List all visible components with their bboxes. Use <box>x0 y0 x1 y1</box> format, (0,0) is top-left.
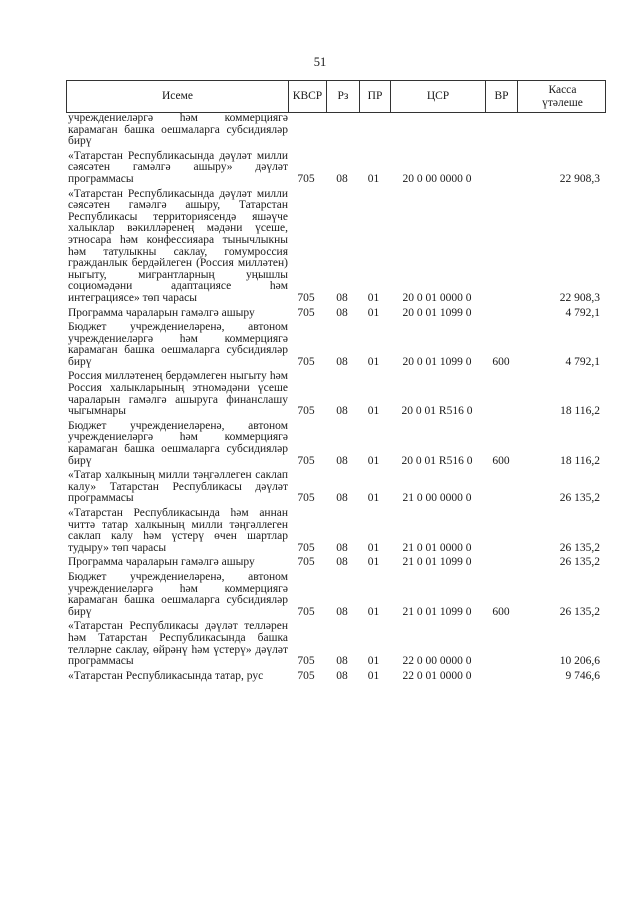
cell-kassa: 22 908,3 <box>559 291 600 304</box>
header-name: Исеме <box>161 90 194 102</box>
row-name: «Татарстан Республикасында дәүләт милли сәясәтен гамәлгә ашыру, Татарстан Республикасы территориясендә яшәүче халыклар вәкилләренең мәдәни үсеше, этносара һәм конфессияара тынычлыкны һәм татулыкны саклау, гомумроссия гражданлык бердәйлеген (Россия милләтен) ныгыту, мигрантларның уңышлы социомәдәни адаптациясе һәм интеграциясе» төп чарасы <box>68 187 288 304</box>
table-header <box>66 80 606 113</box>
cell-csr: 20 0 01 R516 0 <box>401 454 473 467</box>
table-row <box>66 572 606 618</box>
row-cells <box>66 671 606 683</box>
cell-kassa: 18 116,2 <box>560 454 600 467</box>
row-name: «Татарстан Республикасы дәүләт телләрен һәм Татарстан Республикасында башка телләрне саклау, өйрәнү һәм үстерү» дәүләт программасы <box>68 620 288 668</box>
row-name: «Татарстан Республикасында татар, рус <box>68 669 264 682</box>
cell-csr: 21 0 01 1099 0 <box>402 605 472 618</box>
table-row <box>66 322 606 368</box>
table-row <box>66 508 606 554</box>
cell-kassa: 4 792,1 <box>565 306 600 319</box>
cell-rz: 08 <box>336 541 348 554</box>
table-row <box>66 621 606 667</box>
table-row <box>66 189 606 305</box>
table-body <box>66 113 606 685</box>
cell-rz: 08 <box>336 291 348 304</box>
cell-rz: 08 <box>336 172 348 185</box>
cell-kvsr: 705 <box>297 541 315 554</box>
cell-vr: 600 <box>492 605 510 618</box>
row-name: Бюджет учреждениеләренә, автоном учреждениеләргә һәм коммерциягә карамаган башка оешмаларга субсидияләр бирү <box>68 419 288 467</box>
cell-csr: 21 0 01 1099 0 <box>402 556 472 569</box>
page-number: 51 <box>313 55 327 69</box>
row-cells <box>66 493 606 505</box>
cell-kassa: 26 135,2 <box>559 541 600 554</box>
row-cells <box>66 174 606 186</box>
cell-kvsr: 705 <box>297 454 315 467</box>
cell-pr: 01 <box>367 556 380 569</box>
row-cells <box>66 406 606 418</box>
header-vr: ВР <box>485 81 517 112</box>
cell-pr: 01 <box>367 655 380 668</box>
table-row <box>66 671 606 683</box>
row-cells <box>66 136 606 148</box>
cell-rz: 08 <box>336 605 348 618</box>
cell-kassa: 9 746,6 <box>565 669 600 682</box>
row-cells <box>66 293 606 305</box>
cell-rz: 08 <box>336 355 348 368</box>
header-rz: Рз <box>326 81 359 112</box>
row-name: Программа чараларын гамәлгә ашыру <box>68 556 255 569</box>
cell-csr: 21 0 00 0000 0 <box>402 492 472 505</box>
header-pr: ПР <box>359 81 390 112</box>
cell-pr: 01 <box>367 306 380 319</box>
cell-vr: 600 <box>492 355 510 368</box>
row-cells <box>66 357 606 369</box>
cell-pr: 01 <box>367 492 380 505</box>
cell-kvsr: 705 <box>297 405 315 418</box>
row-name: «Татарстан Республикасында дәүләт милли сәясәтен гамәлгә ашыру» дәүләт программасы <box>68 149 288 185</box>
row-name: Программа чараларын гамәлгә ашыру <box>68 306 255 319</box>
table-row <box>66 421 606 467</box>
table-row <box>66 113 606 148</box>
header-kassa <box>517 81 607 112</box>
row-name: «Татарстан Республикасында һәм аннан читтә татар халкының милли тәңгәллеген саклап калу һәм үстерү өчен шартлар тудыру» төп чарасы <box>68 507 288 554</box>
header-kassa-line1: Касса <box>548 83 577 96</box>
cell-rz: 08 <box>336 405 348 418</box>
cell-pr: 01 <box>367 454 380 467</box>
header-kvsr: КВСР <box>288 81 326 112</box>
row-name: Бюджет учреждениеләренә, автоном учреждениеләргә һәм коммерциягә карамаган башка оешмаларга субсидияләр бирү <box>68 570 288 618</box>
cell-vr: 600 <box>492 454 510 467</box>
cell-kvsr: 705 <box>297 556 315 569</box>
cell-pr: 01 <box>367 541 380 554</box>
cell-kassa: 18 116,2 <box>560 405 600 418</box>
table-row <box>66 557 606 569</box>
table-row <box>66 308 606 320</box>
cell-rz: 08 <box>336 306 348 319</box>
cell-rz: 08 <box>336 492 348 505</box>
cell-pr: 01 <box>367 172 380 185</box>
row-name: «Татар халкының милли тәңгәллеген саклап калу» Татарстан Республикасы дәүләт программасы <box>68 469 288 505</box>
cell-csr: 20 0 01 0000 0 <box>402 291 472 304</box>
cell-kvsr: 705 <box>297 172 315 185</box>
table-row <box>66 151 606 186</box>
row-cells <box>66 607 606 619</box>
cell-rz: 08 <box>336 655 348 668</box>
cell-rz: 08 <box>336 454 348 467</box>
cell-kassa: 26 135,2 <box>559 556 600 569</box>
cell-kassa: 26 135,2 <box>559 492 600 505</box>
row-name: учреждениеләргә һәм коммерциягә карамаган башка оешмаларга субсидияләр бирү <box>68 112 288 148</box>
cell-csr: 20 0 00 0000 0 <box>402 172 472 185</box>
cell-pr: 01 <box>367 405 380 418</box>
cell-csr: 20 0 01 R516 0 <box>401 405 473 418</box>
budget-table <box>66 80 606 685</box>
cell-kassa: 10 206,6 <box>559 655 600 668</box>
cell-kvsr: 705 <box>297 655 315 668</box>
cell-csr: 21 0 01 0000 0 <box>402 541 472 554</box>
cell-csr: 22 0 01 0000 0 <box>402 669 472 682</box>
row-cells <box>66 308 606 320</box>
cell-csr: 20 0 01 1099 0 <box>402 355 472 368</box>
cell-kassa: 22 908,3 <box>559 172 600 185</box>
row-cells <box>66 456 606 468</box>
cell-kvsr: 705 <box>297 605 315 618</box>
cell-kvsr: 705 <box>297 492 315 505</box>
table-row <box>66 371 606 417</box>
row-cells <box>66 543 606 555</box>
cell-kassa: 26 135,2 <box>559 605 600 618</box>
cell-pr: 01 <box>367 669 380 682</box>
cell-pr: 01 <box>367 605 380 618</box>
cell-csr: 20 0 01 1099 0 <box>402 306 472 319</box>
cell-kvsr: 705 <box>297 355 315 368</box>
cell-kvsr: 705 <box>297 306 315 319</box>
cell-kassa: 4 792,1 <box>565 355 600 368</box>
cell-pr: 01 <box>367 291 380 304</box>
cell-kvsr: 705 <box>297 669 315 682</box>
row-cells <box>66 656 606 668</box>
row-name: Россия милләтенең бердәмлеген ныгыту һәм Россия халыкларының этномәдәни үсеше чараларын гамәлгә ашыруга финанслашу чыгымнары <box>68 370 288 418</box>
cell-csr: 22 0 00 0000 0 <box>402 655 472 668</box>
row-cells <box>66 557 606 569</box>
cell-rz: 08 <box>336 669 348 682</box>
header-kassa-line2: үтәлеше <box>542 96 583 109</box>
cell-rz: 08 <box>336 556 348 569</box>
cell-pr: 01 <box>367 355 380 368</box>
table-row <box>66 470 606 505</box>
header-csr: ЦСР <box>390 81 485 112</box>
cell-kvsr: 705 <box>297 291 315 304</box>
row-name: Бюджет учреждениеләренә, автоном учреждениеләргә һәм коммерциягә карамаган башка оешмаларга субсидияләр бирү <box>68 321 288 368</box>
